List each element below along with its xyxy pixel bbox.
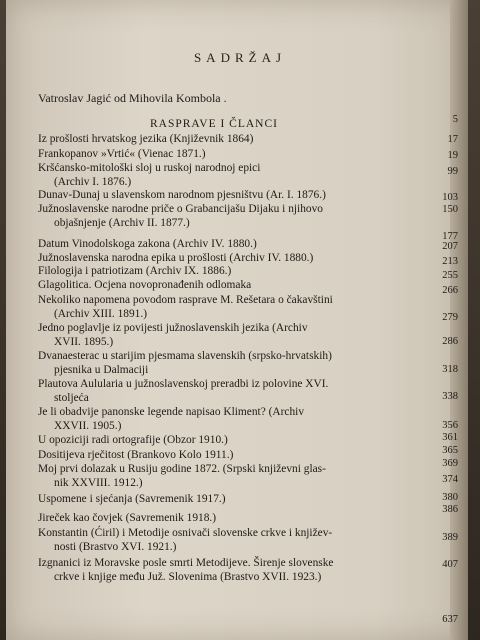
toc-entry-continuation: XVII. 1895.) — [54, 335, 114, 348]
page-title: SADRŽAJ — [193, 50, 287, 65]
toc-entry — [38, 162, 442, 189]
toc-entry-title: Kršćansko-mitološki sloj u ruskoj narodnoj epici — [38, 162, 261, 174]
toc-page-number: 207 — [442, 241, 458, 252]
toc-page-number: 5 — [452, 114, 458, 125]
toc-entry-title: Plautova Aulularia u južnoslavenskoj preradbi iz polovine XVI. — [38, 378, 329, 390]
toc-page-number: 637 — [442, 614, 458, 625]
toc-entry-continuation: crkve i knjige među Juž. Slovenima (Brastvo XVII. 1923.) — [54, 570, 322, 583]
toc-page-number: 99 — [447, 166, 458, 177]
toc-entry-title: Frankopanov »Vrtić« (Vienac 1871.) — [38, 148, 206, 160]
toc-entry — [38, 378, 442, 405]
toc-entry — [38, 527, 442, 554]
toc-entry-continuation: objašnjenje (Archiv II. 1877.) — [54, 216, 190, 229]
toc-entry-title: Dvanaesterac u starijim pjesmama slavenskih (srpsko-hrvatskih) — [38, 350, 332, 362]
toc-page-number: 365 — [442, 445, 458, 456]
toc-entry-title: Glagolitica. Ocjena novopronađenih odlomaka — [38, 279, 252, 291]
toc-page-number: 266 — [442, 285, 458, 296]
toc-entry — [38, 322, 442, 349]
toc-page-number: 318 — [442, 364, 458, 375]
toc-entry-continuation: (Archiv XIII. 1891.) — [54, 307, 147, 320]
toc-entry — [38, 133, 442, 147]
toc-entry — [38, 350, 442, 377]
toc-entry-first — [38, 92, 442, 106]
toc-entry-title: Južnoslavenska narodna epika u prošlosti (Archiv IV. 1880.) — [38, 252, 314, 264]
toc-page-number: 338 — [442, 391, 458, 402]
toc-page-number: 361 — [442, 432, 458, 443]
toc-entry — [38, 279, 442, 293]
toc-entry-continuation: nosti (Brastvo XVI. 1921.) — [54, 540, 177, 553]
toc-entry — [38, 265, 442, 279]
toc-entry-title: Uspomene i sjećanja (Savremenik 1917.) — [38, 493, 226, 505]
toc-entry-title: Nekoliko napomena povodom rasprave M. Rešetara o čakavštini — [38, 294, 333, 306]
toc-page-number: 389 — [442, 532, 458, 543]
toc-entry-title: Datum Vinodolskoga zakona (Archiv IV. 1880.) — [38, 238, 257, 250]
toc-page-number: 213 — [442, 256, 458, 267]
toc-page-number: 255 — [442, 270, 458, 281]
toc-entry-title: Vatroslav Jagić od Mihovila Kombola . — [38, 91, 227, 105]
toc-entry — [38, 434, 442, 448]
toc-entry — [38, 512, 442, 526]
toc-entry — [38, 148, 442, 162]
section-heading: RASPRAVE I ČLANCI — [150, 118, 278, 130]
toc-page-number: 407 — [442, 559, 458, 570]
toc-page-number: 356 — [442, 420, 458, 431]
toc-entry-continuation: XXVII. 1905.) — [54, 419, 122, 432]
toc-page-number: 177 — [442, 231, 458, 242]
toc-entry — [38, 238, 442, 252]
toc-page-number: 17 — [447, 134, 458, 145]
toc-entry-title: Izgnanici iz Moravske posle smrti Metodijeve. Širenje slovenske — [38, 557, 334, 569]
toc-page-number: 19 — [447, 150, 458, 161]
toc-entry — [38, 189, 442, 203]
toc-entry-title: Jireček kao čovjek (Savremenik 1918.) — [38, 512, 217, 524]
toc-entry-title: Konstantin (Ćiril) i Metodije osnivači slovenske crkve i književ- — [38, 527, 333, 539]
toc-page-number: 279 — [442, 312, 458, 323]
toc-page-number: 150 — [442, 204, 458, 215]
toc-entry-title: Južnoslavenske narodne priče o Grabancijašu Dijaku i njihovo — [38, 203, 323, 215]
toc-entry-continuation: pjesnika u Dalmaciji — [54, 363, 149, 376]
toc-page-number: 286 — [442, 336, 458, 347]
toc-entry — [38, 449, 442, 463]
toc-entry-title: Filologija i patriotizam (Archiv IX. 1886.) — [38, 265, 232, 277]
toc-entry-title: Dositijeva rječitost (Brankovo Kolo 1911.) — [38, 449, 234, 461]
toc-entry-title: Iz prošlosti hrvatskog jezika (Književnik 1864) — [38, 133, 254, 145]
toc-entry — [38, 203, 442, 230]
toc-entry-title: Moj prvi dolazak u Rusiju godine 1872. (Srpski književni glas- — [38, 463, 326, 475]
toc-entry-continuation: (Archiv I. 1876.) — [54, 175, 132, 188]
toc-entry — [38, 406, 442, 433]
toc-page-number: 386 — [442, 504, 458, 515]
toc-entry — [38, 294, 442, 321]
toc-entry-continuation: nik XXVIII. 1912.) — [54, 476, 143, 489]
toc-page-number: 380 — [442, 492, 458, 503]
toc-entry — [38, 557, 442, 584]
toc-entry-continuation: stoljeća — [54, 391, 89, 404]
toc-entry — [38, 463, 442, 490]
toc-page-number: 103 — [442, 192, 458, 203]
toc-page-number: 374 — [442, 474, 458, 485]
toc-entry-title: Dunav-Dunaj u slavenskom narodnom pjesništvu (Ar. I. 1876.) — [38, 189, 326, 201]
toc-page-number: 369 — [442, 458, 458, 469]
toc-entry — [38, 252, 442, 266]
toc-entry-title: Jedno poglavlje iz povijesti južnoslavenskih jezika (Archiv — [38, 322, 308, 334]
toc-entry-title: Je li obadvije panonske legende napisao Kliment? (Archiv — [38, 406, 305, 418]
toc-entry — [38, 493, 442, 507]
toc-entry-title: U opoziciji radi ortografije (Obzor 1910.) — [38, 434, 228, 446]
